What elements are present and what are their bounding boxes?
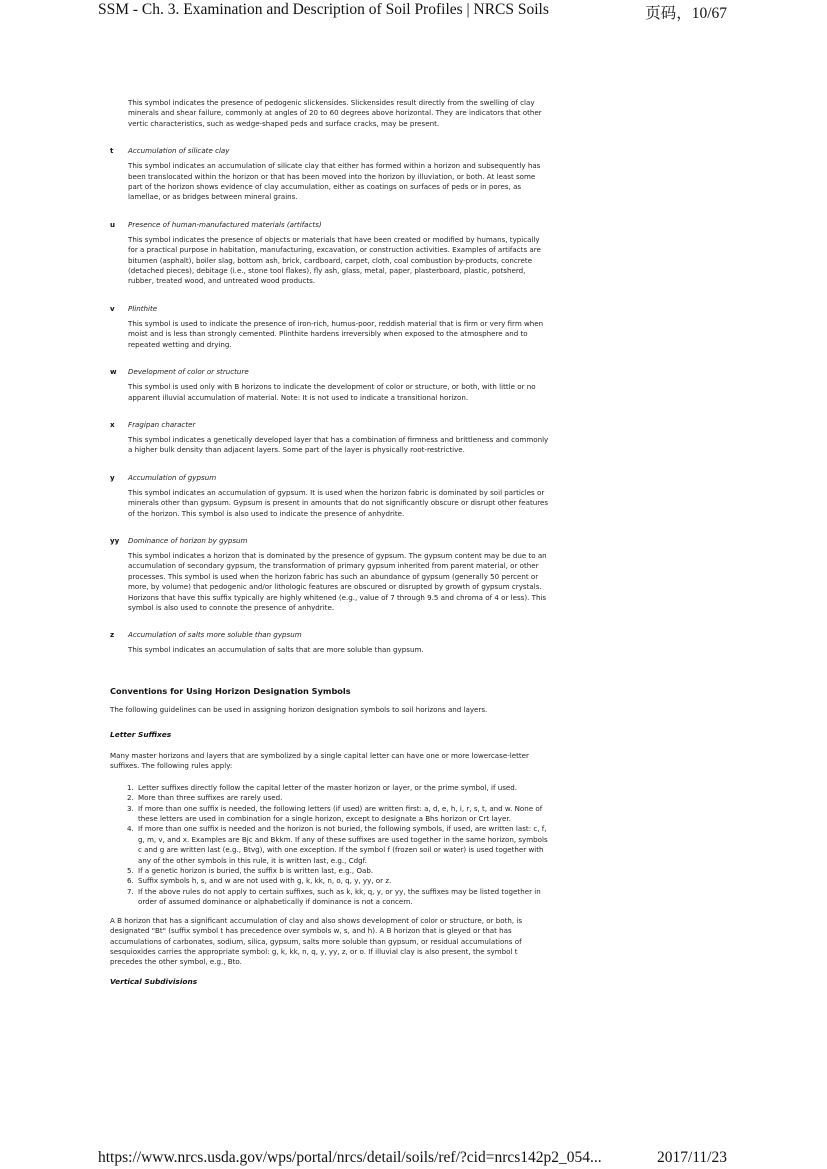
page-header xyxy=(98,0,727,22)
vertical-subdivisions-heading: Vertical Subdivisions xyxy=(110,976,198,986)
rule-item: 7. If the above rules do not apply to certain suffixes, such as k, kk, q, y, or yy, the suffixes may be listed together in order of assumed dominance or alphabetically if dominance is not a concern. xyxy=(136,887,550,908)
symbol-description: This symbol indicates an accumulation of gypsum. It is used when the horizon fabric is dominated by soil particles or minerals other than gypsum. Gypsum is present in amounts that do not significantly obscure or disrupt other features of the horizon. This symbol is also used to indicate the presence of anhydrite. xyxy=(128,487,549,518)
page-footer xyxy=(98,1149,727,1169)
symbol-letter: yy xyxy=(110,535,120,545)
rule-item: 4. If more than one suffix is needed and the horizon is not buried, the following symbols, if used, are written last: c, f, g, m, v, and x. Examples are Bjc and Bkkm. If any of these suffixes are used together in the same horizon, symbols c and g are written last (e.g., Btvg), with one exception. If the symbol f (frozen soil or water) is used together with any of the other symbols in this rule, it is written last, e.g., Cdgf. xyxy=(136,824,550,866)
symbol-description: This symbol is used to indicate the presence of iron-rich, humus-poor, reddish material that is firm or very firm when moist and is less than strongly cemented. Plinthite hardens irreversibly when exposed to the atmosphere and to repeated wetting and drying. xyxy=(128,318,544,349)
symbol-letter: u xyxy=(110,219,116,229)
rule-item: 2. More than three suffixes are rarely used. xyxy=(136,793,550,803)
symbol-description: This symbol indicates a genetically developed layer that has a combination of firmness and brittleness and commonly a higher bulk density than adjacent layers. Some part of the layer is physically root-restrictive. xyxy=(128,434,549,455)
symbol-description: This symbol indicates the presence of objects or materials that have been created or modified by humans, typically for a practical purpose in habitation, manufacturing, excavation, or construction activities. Examples of artifacts are bitumen (asphalt), boiler slag, bottom ash, brick, cardboard, carpet, cloth, coal combustion by-products, concrete (detached pieces), debitage (i.e., stone tool flakes), fly ash, glass, metal, paper, plasterboard, plastic, potsherd, rubber, treated wood, and untreated wood products. xyxy=(128,234,541,286)
letter-suffixes-heading: Letter Suffixes xyxy=(110,729,172,739)
footer-url[interactable]: https://www.nrcs.usda.gov/wps/portal/nrcs/detail/soils/ref/?cid=nrcs142p2_054... xyxy=(98,1149,602,1166)
symbol-title: Development of color or structure xyxy=(128,367,249,377)
symbol-description: This symbol is used only with B horizons to indicate the development of color or structure, or both, with little or no apparent illuvial accumulation of material. Note: It is not used to indicate a transitional horizon. xyxy=(128,382,536,402)
symbol-title: Plinthite xyxy=(128,303,158,313)
symbol-title: Accumulation of silicate clay xyxy=(128,146,230,156)
symbol-description: This symbol indicates an accumulation of salts that are more soluble than gypsum. xyxy=(128,645,424,655)
symbol-head xyxy=(110,630,550,640)
symbol-head xyxy=(110,220,550,230)
header-title: SSM - Ch. 3. Examination and Description of Soil Profiles | NRCS Soils xyxy=(98,1,549,18)
symbol-entry-u xyxy=(110,220,550,287)
rule-item: 6. Suffix symbols h, s, and w are not used with g, k, kk, n, o, q, y, yy, or z. xyxy=(136,876,550,886)
symbol-head xyxy=(110,420,550,430)
header-page-number: 页码，10/67 xyxy=(645,5,727,22)
symbol-letter: z xyxy=(110,630,115,640)
document-content xyxy=(110,98,550,987)
symbol-title: Fragipan character xyxy=(128,419,196,429)
symbol-entry-y xyxy=(110,473,550,519)
symbol-head xyxy=(110,304,550,314)
symbol-list xyxy=(110,146,550,656)
symbol-entry-yy xyxy=(110,536,550,613)
symbol-description: This symbol indicates an accumulation of silicate clay that either has formed within a horizon and subsequently has been translocated within the horizon or that has been moved into the horizon by illuviation, or both. At least some part of the horizon shows evidence of clay accumulation, either as coatings on surfaces of peds or in pores, as lamellae, or as bridges between mineral grains. xyxy=(128,161,541,202)
symbol-head xyxy=(110,367,550,377)
symbol-letter: w xyxy=(110,367,117,377)
symbol-entry-v xyxy=(110,304,550,350)
symbol-description: This symbol indicates a horizon that is dominated by the presence of gypsum. The gypsum content may be due to an accumulation of secondary gypsum, the transformation of primary gypsum inherited from parent material, or other processes. This symbol is used when the horizon fabric has such an abundance of gypsum (generally 50 percent or more, by volume) that pedogenic and/or lithologic features are obscured or disrupted by growth of gypsum crystals. Horizons that have this suffix typically are highly whitened (e.g., value of 7 through 9.5 and chroma of 4 or less). This symbol is also used to connote the presence of anhydrite. xyxy=(128,550,547,612)
symbol-letter: x xyxy=(110,419,115,429)
symbol-title: Dominance of horizon by gypsum xyxy=(128,535,248,545)
symbol-entry-x xyxy=(110,420,550,456)
symbol-head xyxy=(110,146,550,156)
symbol-letter: t xyxy=(110,146,114,156)
symbol-letter: v xyxy=(110,303,115,313)
symbol-title: Accumulation of salts more soluble than gypsum xyxy=(128,630,302,640)
symbol-head xyxy=(110,473,550,483)
rule-item: 1. Letter suffixes directly follow the capital letter of the master horizon or layer, or the prime symbol, if used. xyxy=(136,783,550,793)
symbol-title: Accumulation of gypsum xyxy=(128,472,217,482)
conventions-heading: Conventions for Using Horizon Designation Symbols xyxy=(110,685,351,696)
symbol-entry-w xyxy=(110,367,550,403)
symbol-head xyxy=(110,536,550,546)
rule-item: 5. If a genetic horizon is buried, the suffix b is written last, e.g., Oab. xyxy=(136,866,550,876)
symbol-title: Presence of human-manufactured materials (artifacts) xyxy=(128,219,322,229)
symbol-entry-z xyxy=(110,630,550,655)
rule-item: 3. If more than one suffix is needed, the following letters (if used) are written first: a, d, e, h, i, r, s, t, and w. None of these letters are used in combination for a single horizon, except to designate a Bhs horizon or Crt layer. xyxy=(136,804,550,825)
symbol-entry-t xyxy=(110,146,550,203)
rules-list xyxy=(110,783,550,908)
letter-suffixes-intro: Many master horizons and layers that are symbolized by a single capital letter can have one or more lowercase-letter suffixes. The following rules apply: xyxy=(110,751,529,771)
conventions-intro: The following guidelines can be used in assigning horizon designation symbols to soil horizons and layers. xyxy=(110,705,488,715)
footer-date: 2017/11/23 xyxy=(656,1149,727,1166)
slickensides-paragraph: This symbol indicates the presence of pedogenic slickensides. Slickensides result directly from the swelling of clay minerals and shear failure, commonly at angles of 20 to 60 degrees above horizontal. They are indicators that other vertic characteristics, such as wedge-shaped peds and surface cracks, may be present. xyxy=(128,98,542,128)
bt-horizon-paragraph: A B horizon that has a significant accumulation of clay and also shows development of color or structure, or both, is designated "Bt" (suffix symbol t has precedence over symbols w, s, and h). A B horizon that is gleyed or that has accumulations of carbonates, sodium, silica, gypsum, salts more soluble than gypsum, or residual accumulations of sesquioxides carries the appropriate symbol: g, k, kk, n, q, y, yy, z, or o. If illuvial clay is also present, the symbol t precedes the other symbol, e.g., Bto. xyxy=(110,915,523,967)
symbol-letter: y xyxy=(110,472,115,482)
